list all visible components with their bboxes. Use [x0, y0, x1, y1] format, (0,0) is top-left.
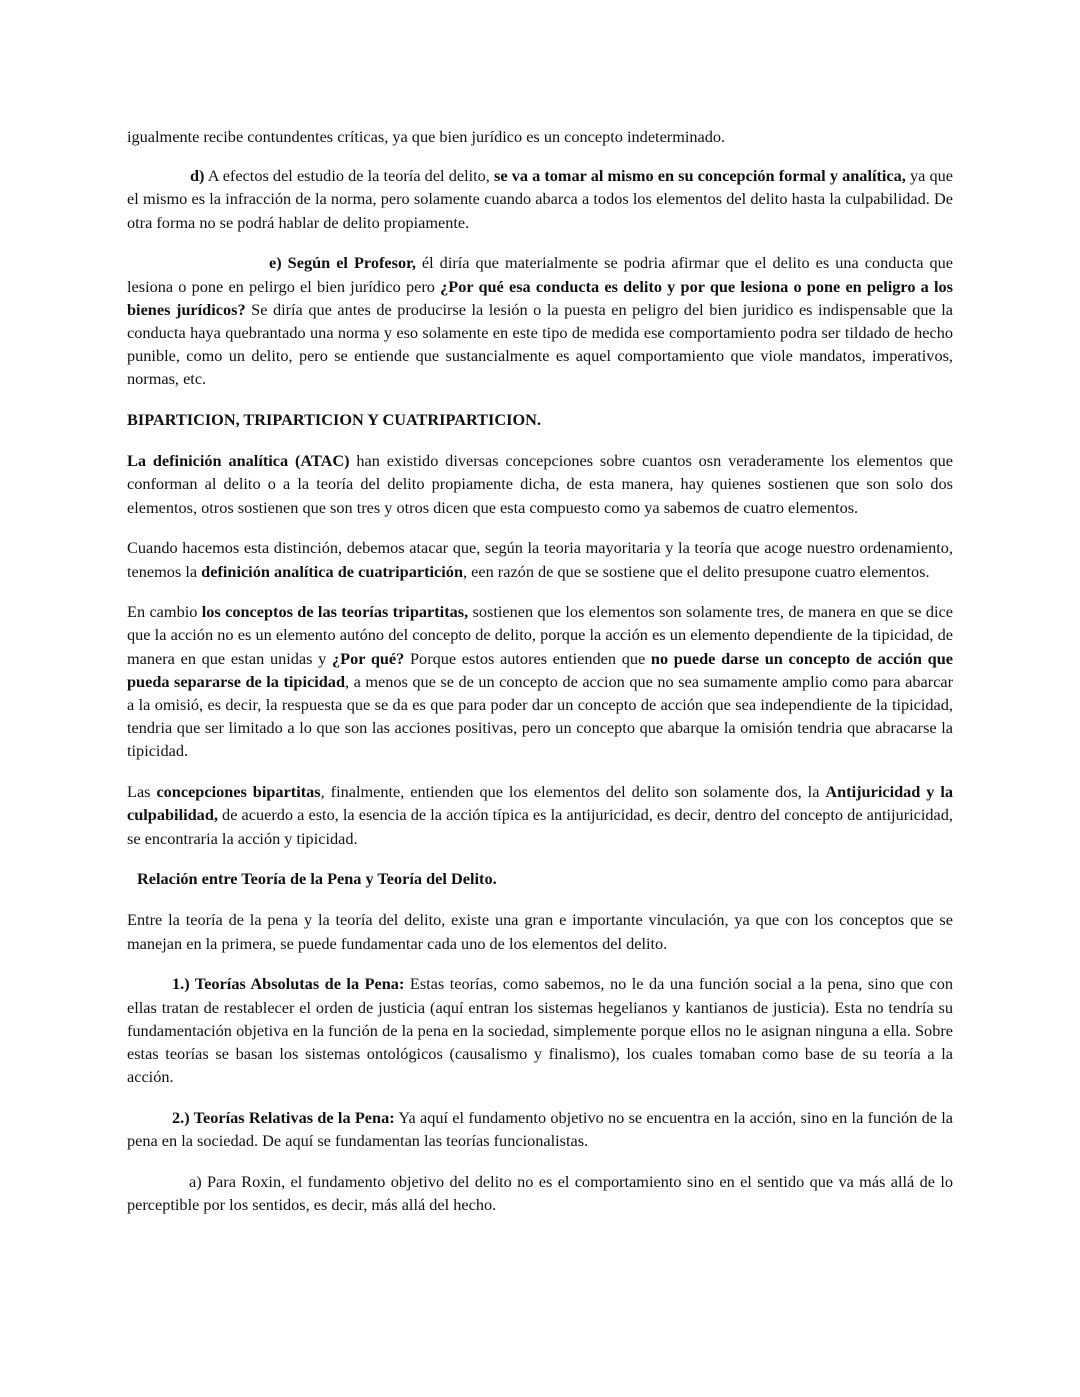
paragraph-text: Se diría que antes de producirse la lesión o la puesta en peligro del bien juridico es indispensable que la conducta haya quebrantado una norma y eso solamente en este tipo de medida ese comportamiento podra ser tildado de hecho punible, como un delito, pero se entiende que sustancialmente es aquel comportamiento que viole mandatos, imperativos, normas, etc.: [127, 299, 953, 389]
item-label-e: e) Según el Profesor,: [269, 253, 416, 273]
paragraph-text: Entre la teoría de la pena y la teoría del delito, existe una gran e importante vinculación, ya que con los conceptos que se manejan en la primera, se puede fundamentar cada uno de los elementos del delito.: [127, 910, 953, 953]
paragraph-text: de acuerdo a esto, la esencia de la acción típica es la antijuricidad, es decir, dentro del concepto de antijuricidad, se encontraria la acción y tipicidad.: [127, 805, 953, 848]
paragraph-text: Ya aquí el fundamento objetivo no se encuentra en la acción, sino en la función de la pena en la sociedad. De aquí se fundamentan las teorías funcionalistas.: [127, 1107, 954, 1151]
paragraph-text: A efectos del estudio de la teoría del delito,: [204, 166, 494, 186]
paragraph-cuatriparticion: [127, 536, 953, 582]
paragraph-tripartitas: [127, 600, 953, 762]
bold-text: Antijuricidad y la culpabilidad,: [127, 782, 954, 825]
bold-text: 1.) Teorías Absolutas de la Pena:: [172, 974, 405, 994]
bold-text: concepciones bipartitas: [156, 782, 321, 802]
bold-text: 2.) Teorías Relativas de la Pena:: [172, 1107, 395, 1127]
paragraph-text: él diría que materialmente se podria afirmar que el delito es una conducta que lesiona o pone en pelirgo el bien jurídico pero: [127, 253, 953, 296]
paragraph-text: sostienen que los elementos son solamente tres, de manera en que se dice que la acción no es un elemento autóno del concepto de delito, porque la acción es un elemento dependiente de la tipicidad, de manera en que estan unidas y: [127, 602, 953, 668]
paragraph-text: Porque estos autores entienden que: [404, 648, 651, 668]
paragraph-text: Estas teorías, como sabemos, no le da una función social a la pena, sino que con ellas tratan de restablecer el orden de justicia (aquí entran los sistemas hegelianos y kantianos de justicia). Esta no tendría su fundamentación objetiva en la función de la pena en la sociedad, simplemente porque ellos no le asignan ninguna a ella. Sobre estas teorías se basan los sistemas ontológicos (causalismo y finalismo), los cuales tomaban como base de su teoría a la acción.: [127, 974, 953, 1087]
paragraph-d: [127, 164, 953, 234]
bold-text: los conceptos de las teorías tripartitas,: [201, 602, 469, 622]
paragraph-text: han existido diversas concepciones sobre cuantos osn veraderamente los elementos que conforman al delito o a la teoría del delito propiamente dicha, de esta manera, hay quienes sostienen que son solo dos elementos, otros sostienen que son tres y otros dicen que esta compuesto como ya sabemos de cuatro elementos.: [127, 451, 953, 517]
bold-text: se va a tomar al mismo en su concepción formal y analítica,: [494, 166, 906, 186]
paragraph-teorias-absolutas: [127, 972, 953, 1088]
paragraph-text: Cuando hacemos esta distinción, debemos atacar que, según la teoria mayoritaria y la teoría que acoge nuestro ordenamiento, tenemos la: [127, 538, 953, 581]
bold-text: ¿Por qué esa conducta es delito y por que lesiona o pone en peligro a los bienes jurídicos?: [127, 276, 953, 319]
document-page: [127, 125, 953, 1234]
bold-text: no puede darse un concepto de acción que pueda separarse de la tipicidad: [127, 648, 954, 691]
item-label-d: d): [190, 166, 205, 186]
paragraph-teorias-relativas: [127, 1106, 953, 1152]
section-heading-biparticion: BIPARTICION, TRIPARTICION Y CUATRIPARTICION.: [127, 410, 541, 430]
paragraph-e: [127, 251, 953, 390]
paragraph-definicion-analitica: [127, 449, 953, 519]
paragraph-bipartitas: [127, 780, 953, 850]
paragraph-text: Las: [127, 782, 157, 802]
paragraph-roxin: [127, 1170, 953, 1216]
paragraph-text: , een razón de que se sostiene que el delito presupone cuatro elementos.: [463, 561, 930, 581]
bold-text: ¿Por qué?: [331, 648, 405, 668]
paragraph-text: a) Para Roxin, el fundamento objetivo del delito no es el comportamiento sino en el sentido que va más allá de lo perceptible por los sentidos, es decir, más allá del hecho.: [127, 1171, 953, 1215]
paragraph-text: , a menos que se de un concepto de accion que no sea sumamente amplio como para abarcar a la omisió, es decir, la respuesta que se da es que para poder dar un concepto de acción que sea independiente de la tipicidad, tendria que ser limitado a lo que son las acciones positivas, pero un concepto que abarque la omisión tendria que abracarse la tipicidad.: [127, 671, 953, 761]
section-heading-relacion: Relación entre Teoría de la Pena y Teoría del Delito.: [137, 869, 497, 889]
bold-text: La definición analítica (ATAC): [127, 451, 350, 471]
paragraph-bien-juridico: [127, 125, 953, 148]
paragraph-text: ya que el mismo es la infracción de la norma, pero solamente cuando abarca a todos los elementos del delito hasta la culpabilidad. De otra forma no se podrá hablar de delito propiamente.: [127, 166, 954, 232]
paragraph-text: igualmente recibe contundentes críticas, ya que bien jurídico es un concepto indeterminado.: [127, 127, 726, 146]
paragraph-text: En cambio: [127, 602, 202, 622]
paragraph-vinculacion: [127, 908, 953, 954]
paragraph-text: , finalmente, entienden que los elementos del delito son solamente dos, la: [320, 782, 826, 802]
bold-text: definición analítica de cuatripartición: [201, 561, 463, 581]
